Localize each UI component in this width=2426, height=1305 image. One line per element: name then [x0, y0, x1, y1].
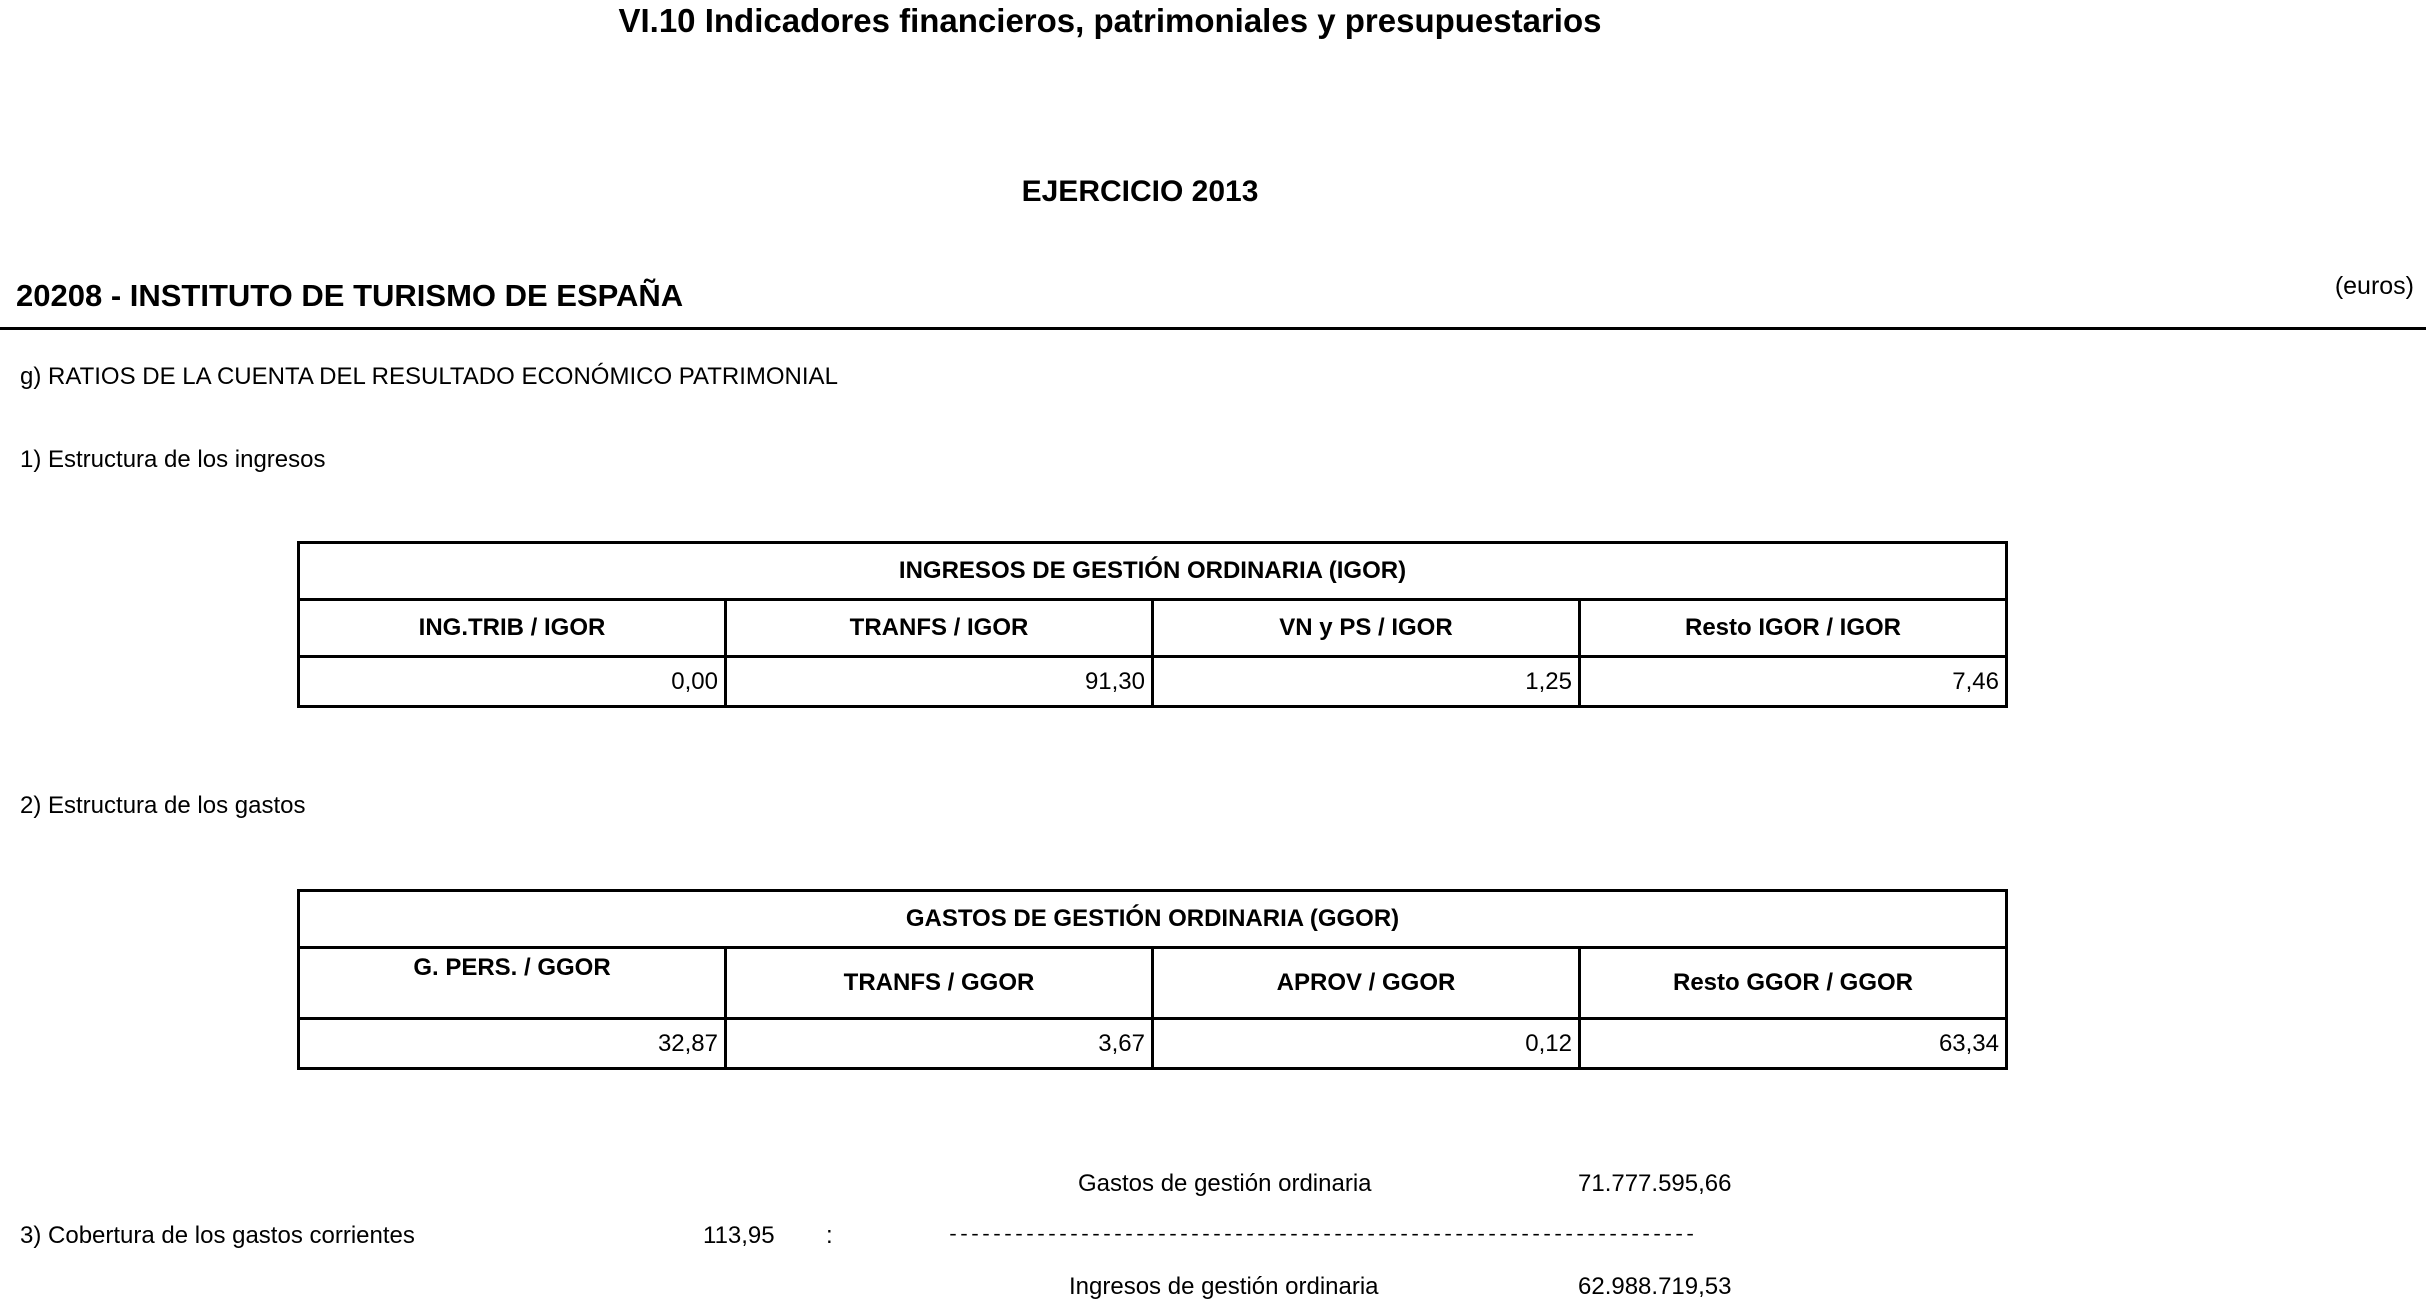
expense-column-header: TRANFS / GGOR — [726, 948, 1153, 1019]
numerator-label: Gastos de gestión ordinaria — [1078, 1170, 1372, 1197]
expense-ratios-table — [297, 889, 2008, 1070]
expense-table-title: GASTOS DE GESTIÓN ORDINARIA (GGOR) — [299, 891, 2007, 948]
income-table-title: INGRESOS DE GESTIÓN ORDINARIA (IGOR) — [299, 543, 2007, 600]
income-column-header: ING.TRIB / IGOR — [299, 600, 726, 657]
coverage-label: 3) Cobertura de los gastos corrientes — [20, 1222, 415, 1249]
income-column-header: TRANFS / IGOR — [726, 600, 1153, 657]
income-ratio-value: 7,46 — [1580, 657, 2007, 707]
entity-name: 20208 - INSTITUTO DE TURISMO DE ESPAÑA — [16, 278, 684, 313]
numerator-value: 71.777.595,66 — [1578, 1170, 1732, 1197]
expense-ratio-value: 3,67 — [726, 1019, 1153, 1069]
exercise-year: EJERCICIO 2013 — [1021, 175, 1259, 208]
header-divider — [0, 327, 2426, 330]
income-structure-label: 1) Estructura de los ingresos — [20, 446, 326, 473]
income-ratios-table — [297, 541, 2008, 708]
expense-ratio-value: 63,34 — [1580, 1019, 2007, 1069]
expense-column-header: Resto GGOR / GGOR — [1580, 948, 2007, 1019]
coverage-ratio-value: 113,95 — [703, 1222, 775, 1249]
income-ratio-value: 1,25 — [1153, 657, 1580, 707]
expense-column-header: APROV / GGOR — [1153, 948, 1580, 1019]
denominator-value: 62.988.719,53 — [1578, 1273, 1732, 1300]
income-column-header: Resto IGOR / IGOR — [1580, 600, 2007, 657]
income-column-header: VN y PS / IGOR — [1153, 600, 1580, 657]
income-ratio-value: 91,30 — [726, 657, 1153, 707]
expense-structure-label: 2) Estructura de los gastos — [20, 792, 306, 819]
section-title: g) RATIOS DE LA CUENTA DEL RESULTADO ECONÓMICO PATRIMONIAL — [20, 363, 838, 390]
denominator-label: Ingresos de gestión ordinaria — [1069, 1273, 1379, 1300]
income-ratio-value: 0,00 — [299, 657, 726, 707]
page-title: VI.10 Indicadores financieros, patrimoniales y presupuestarios — [618, 2, 1602, 39]
expense-ratio-value: 32,87 — [299, 1019, 726, 1069]
expense-column-header: G. PERS. / GGOR — [299, 948, 726, 1019]
expense-ratio-value: 0,12 — [1153, 1019, 1580, 1069]
currency-units: (euros) — [2334, 272, 2414, 300]
coverage-separator: : — [826, 1222, 833, 1249]
fraction-line: -------------------------------------------------------------------- — [947, 1224, 1696, 1247]
